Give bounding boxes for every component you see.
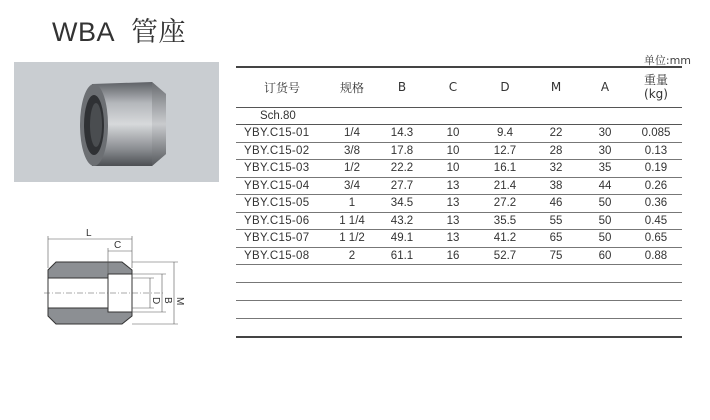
cell-size: 1 1/4	[328, 212, 376, 230]
cell-D: 9.4	[478, 125, 532, 143]
spec-table	[236, 66, 682, 338]
empty-cell	[236, 283, 682, 301]
cell-weight: 0.88	[630, 247, 682, 265]
cell-A: 50	[580, 230, 630, 248]
cell-C: 13	[428, 212, 478, 230]
cell-order-no: YBY.C15-03	[236, 160, 328, 178]
cell-size: 1/4	[328, 125, 376, 143]
cell-M: 55	[532, 212, 580, 230]
header-weight-unit: (kg)	[644, 87, 668, 102]
cell-weight: 0.65	[630, 230, 682, 248]
cell-A: 60	[580, 247, 630, 265]
cell-D: 52.7	[478, 247, 532, 265]
cell-A: 30	[580, 142, 630, 160]
cell-order-no: YBY.C15-07	[236, 230, 328, 248]
cell-weight: 0.19	[630, 160, 682, 178]
cell-size: 3/4	[328, 177, 376, 195]
cell-B: 34.5	[376, 195, 428, 213]
cell-A: 50	[580, 195, 630, 213]
cell-M: 46	[532, 195, 580, 213]
header-weight-label: 重量	[643, 73, 668, 88]
cell-B: 22.2	[376, 160, 428, 178]
label-C: C	[114, 240, 122, 251]
cell-weight: 0.45	[630, 212, 682, 230]
cell-A: 30	[580, 125, 630, 143]
cell-weight: 0.13	[630, 142, 682, 160]
cell-D: 41.2	[478, 230, 532, 248]
cell-M: 22	[532, 125, 580, 143]
product-photo	[14, 62, 219, 182]
label-D: D	[150, 297, 161, 305]
cell-A: 44	[580, 177, 630, 195]
cell-D: 27.2	[478, 195, 532, 213]
empty-row	[236, 301, 682, 319]
cell-size: 1/2	[328, 160, 376, 178]
cell-B: 61.1	[376, 247, 428, 265]
header-A: A	[580, 67, 630, 107]
cell-size: 2	[328, 247, 376, 265]
cell-M: 32	[532, 160, 580, 178]
empty-cell	[236, 265, 682, 283]
label-M: M	[174, 297, 185, 306]
header-weight	[630, 67, 682, 107]
cell-size: 1 1/2	[328, 230, 376, 248]
label-B: B	[162, 297, 173, 304]
cell-order-no: YBY.C15-02	[236, 142, 328, 160]
table-row	[236, 160, 682, 178]
header-M: M	[532, 67, 580, 107]
cell-A: 50	[580, 212, 630, 230]
cell-M: 65	[532, 230, 580, 248]
table-header-row	[236, 67, 682, 107]
empty-row	[236, 283, 682, 301]
table-row	[236, 230, 682, 248]
cell-order-no: YBY.C15-06	[236, 212, 328, 230]
cell-order-no: YBY.C15-05	[236, 195, 328, 213]
cell-M: 75	[532, 247, 580, 265]
cell-size: 3/8	[328, 142, 376, 160]
cell-C: 10	[428, 142, 478, 160]
schedule-row	[236, 107, 682, 125]
header-order-no: 订货号	[236, 67, 328, 107]
cell-B: 49.1	[376, 230, 428, 248]
cell-weight: 0.26	[630, 177, 682, 195]
cell-A: 35	[580, 160, 630, 178]
page-title	[52, 10, 186, 49]
empty-row	[236, 265, 682, 283]
product-name: 管座	[131, 17, 187, 48]
header-C: C	[428, 67, 478, 107]
table-row	[236, 177, 682, 195]
cell-M: 28	[532, 142, 580, 160]
spec-table-container	[236, 66, 682, 338]
table-row	[236, 247, 682, 265]
cell-weight: 0.085	[630, 125, 682, 143]
cell-M: 38	[532, 177, 580, 195]
table-row	[236, 195, 682, 213]
cell-C: 10	[428, 125, 478, 143]
cell-order-no: YBY.C15-01	[236, 125, 328, 143]
table-row	[236, 212, 682, 230]
table-row	[236, 125, 682, 143]
cell-D: 16.1	[478, 160, 532, 178]
dimension-diagram	[14, 222, 219, 340]
cell-weight: 0.36	[630, 195, 682, 213]
cell-B: 43.2	[376, 212, 428, 230]
product-code: WBA	[52, 17, 116, 47]
label-L: L	[86, 228, 92, 239]
cell-D: 12.7	[478, 142, 532, 160]
schedule-label: Sch.80	[236, 107, 682, 125]
empty-cell	[236, 301, 682, 319]
cell-C: 16	[428, 247, 478, 265]
cell-B: 14.3	[376, 125, 428, 143]
unit-label: 单位:mm	[643, 54, 691, 67]
cell-D: 35.5	[478, 212, 532, 230]
cell-C: 10	[428, 160, 478, 178]
cell-C: 13	[428, 177, 478, 195]
pipe-fitting-image	[14, 62, 219, 182]
header-size: 规格	[328, 67, 376, 107]
empty-cell	[236, 319, 682, 338]
header-D: D	[478, 67, 532, 107]
cell-C: 13	[428, 195, 478, 213]
header-B: B	[376, 67, 428, 107]
cell-order-no: YBY.C15-04	[236, 177, 328, 195]
technical-drawing	[14, 222, 219, 340]
cell-D: 21.4	[478, 177, 532, 195]
cell-size: 1	[328, 195, 376, 213]
empty-row	[236, 319, 682, 338]
cell-order-no: YBY.C15-08	[236, 247, 328, 265]
cell-C: 13	[428, 230, 478, 248]
table-row	[236, 142, 682, 160]
cell-B: 27.7	[376, 177, 428, 195]
cell-B: 17.8	[376, 142, 428, 160]
